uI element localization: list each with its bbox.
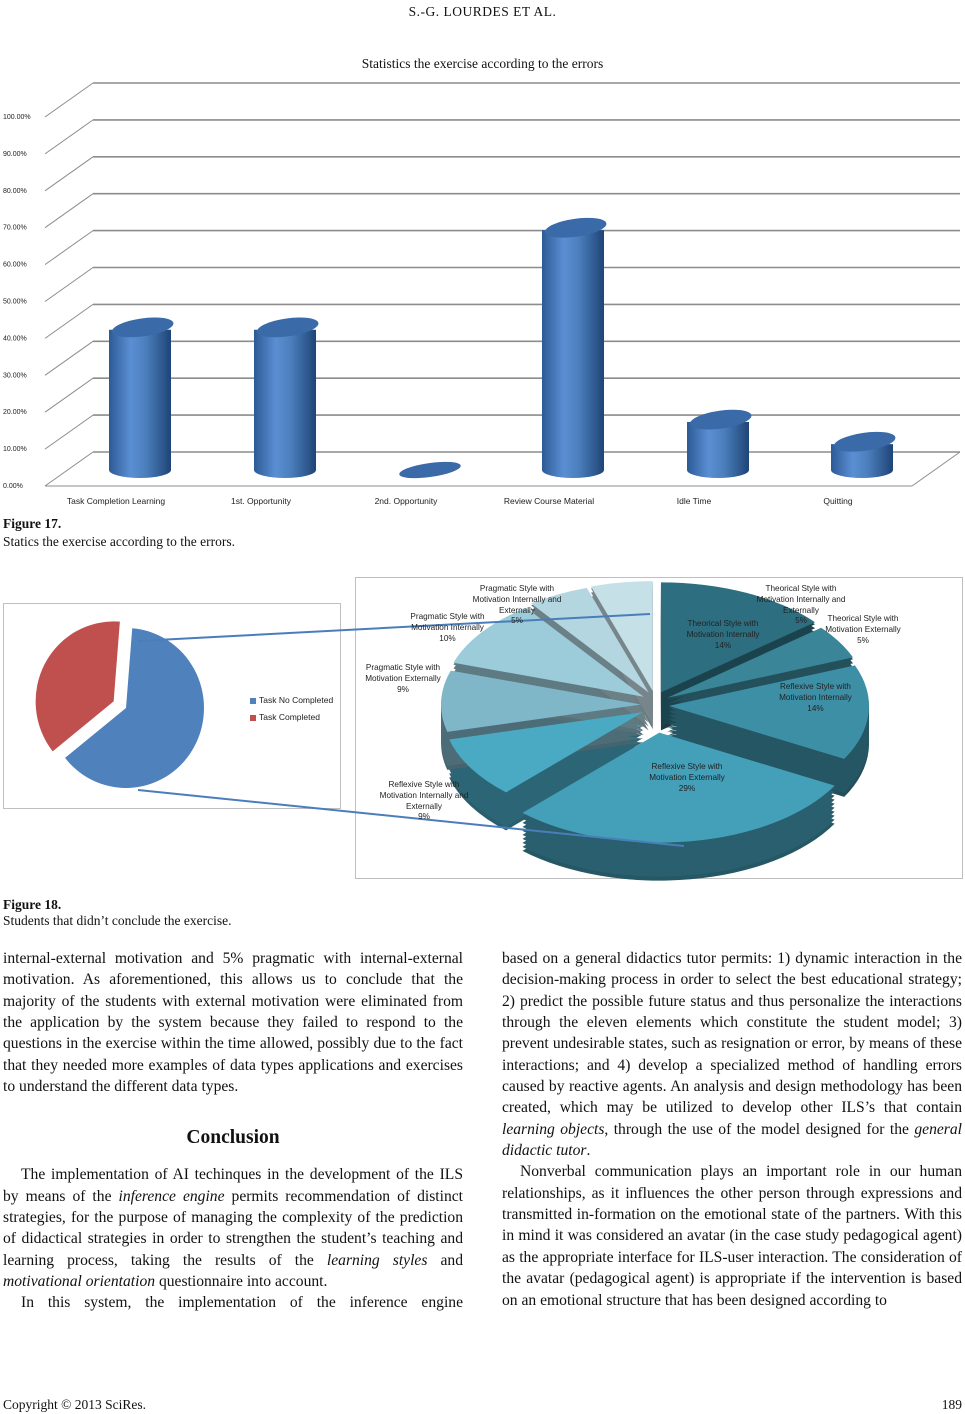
y-tick-label: 100.00%: [3, 114, 31, 121]
pie-label: Theorical Style with Motivation Externally 5%: [825, 614, 901, 645]
running-head: S.-G. LOURDES ET AL.: [408, 4, 557, 19]
paragraph: internal-external motivation and 5% pragmatic with internal-external motivation. As aforementioned, this allows us to conclude that the majority of the students with external motivation were eliminated from the application by the system because they failed to respond to the questions in the exercise within the time allowed, possibly due to the fact that they needed more examples of data types applications and exercises to understand the different data types.: [3, 950, 463, 1096]
pie-label: Reflexive Style with Motivation Externally 29%: [649, 762, 725, 793]
pie-label: Pragmatic Style with Motivation Internally 10%: [410, 612, 485, 643]
legend-task-no-completed: [250, 695, 333, 705]
pie-label: Pragmatic Style with Motivation Externally 9%: [365, 663, 441, 694]
page-number: 189: [941, 1397, 962, 1412]
legend-label: Task No Completed: [259, 695, 334, 705]
y-tick-label: 10.00%: [3, 446, 27, 454]
paragraph: In this system, the implementation of the inference engine: [21, 1294, 463, 1312]
legend-swatch: [250, 715, 256, 721]
y-tick-label: 30.00%: [3, 372, 27, 380]
pie-label: Theorical Style with Motivation Internally 14%: [686, 619, 760, 650]
x-tick-label: Task Completion Learning: [66, 496, 166, 506]
x-tick-label: 1st. Opportunity: [230, 496, 292, 506]
paragraph: Nonverbal communication plays an important role in our human relationships, as it influences the other person through expressions and transmitted in-formation on the emotional state of the partners. With this in mind it was considered an avatar (in the case study pedagogical agent) as the appropriate interface for ILS-user interaction. The consideration of the avatar (pedagogical agent) is appropriate if the intervention is based on an emotional structure that has been designed according to: [502, 1163, 962, 1309]
caption-label: Figure 17.: [3, 516, 62, 531]
x-tick-label: Idle Time: [676, 496, 712, 506]
caption-label: Figure 18.: [3, 897, 62, 912]
legend-label: Task Completed: [259, 712, 320, 722]
pie-label: Reflexive Style with Motivation Internally 14%: [779, 682, 852, 713]
legend-task-completed: [250, 712, 320, 722]
y-tick-label: 50.00%: [3, 298, 27, 306]
figure18-caption-text: Students that didn’t conclude the exercise.: [3, 913, 232, 928]
paragraph: The implementation of AI techinques in the development of the ILS by means of the inference engine permits recommendation of distinct strategies, for the purpose of managing the complexity of the prediction of didactical strategies in order to strengthen the student’s teaching and learning process, taking the results of the learning styles and motivational orientation questionnaire into account.: [3, 1166, 464, 1291]
x-tick-label: Quitting: [823, 496, 853, 506]
pie-label: Theorical Style with Motivation Internally and Externally 5%: [756, 584, 846, 626]
x-tick-label: Review Course Material: [503, 496, 595, 506]
figure17-caption-text: Statics the exercise according to the errors.: [3, 534, 236, 549]
left-column: [3, 948, 463, 1314]
y-tick-label: 90.00%: [3, 150, 27, 158]
pie-label: Reflexive Style with Motivation Internally and Externally 9%: [379, 780, 469, 822]
legend-swatch: [250, 698, 256, 704]
right-column: [502, 948, 962, 1311]
y-tick-label: 0.00%: [3, 483, 23, 490]
paragraph: based on a general didactics tutor permits: 1) dynamic interaction in the decision-making process in order to select the best educational strategy; 2) predict the possible future status and thus personalize the interactions through the eleven elements which constitute the student model; 3) prevent undesirable states, such as resignation or error, by means of these interactions; and 4) develop a specialized method of handling errors caused by reactive agents. An analysis and design methodology has been created, which may be utilized to develop other ILS’s that contain learning objects, through the use of the model designed for the general didactic tutor.: [502, 950, 962, 1160]
figure18-caption-label: [3, 897, 61, 913]
chart-title: Statistics the exercise according to the errors: [361, 56, 604, 71]
x-tick-label: 2nd. Opportunity: [374, 496, 438, 506]
y-tick-label: 70.00%: [3, 224, 27, 232]
y-tick-label: 80.00%: [3, 187, 27, 195]
y-tick-label: 40.00%: [3, 335, 27, 343]
y-tick-label: 60.00%: [3, 261, 27, 269]
section-heading: Conclusion: [186, 1127, 280, 1149]
copyright: Copyright © 2013 SciRes.: [3, 1397, 147, 1412]
pie-label: Pragmatic Style with Motivation Internally and Externally 5%: [472, 584, 562, 626]
y-tick-label: 20.00%: [3, 409, 27, 417]
